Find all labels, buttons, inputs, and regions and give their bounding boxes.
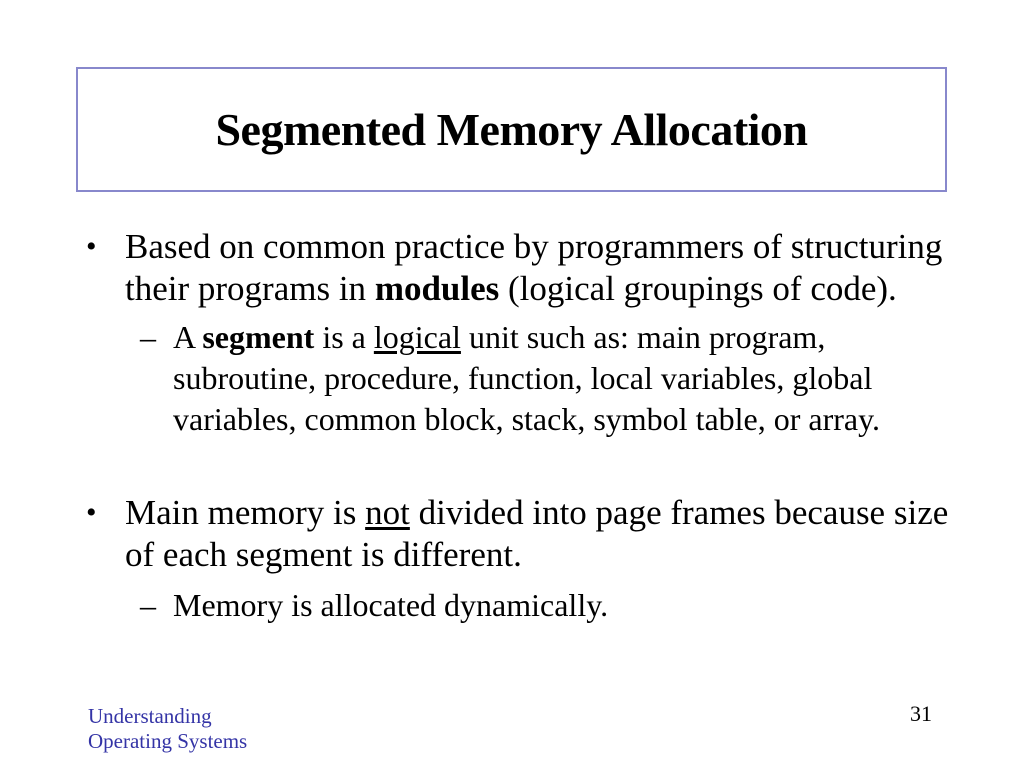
footer-course-line1: Understanding (88, 704, 212, 728)
bullet-text: Main memory is not divided into page frames because size of each segment is different. (125, 493, 949, 574)
bullet-text: Based on common practice by programmers of structuring their programs in modules (logical groupings of code). (125, 227, 943, 308)
bullet-marker: • (86, 230, 97, 263)
bullet-marker: – (140, 319, 156, 355)
bullet-item (86, 492, 966, 576)
bullet-item (140, 317, 942, 440)
bullet-text: A segment is a logical unit such as: main program, subroutine, procedure, function, local variables, global variables, common block, stack, symbol table, or array. (173, 319, 881, 437)
bullet-list (0, 226, 1024, 626)
bullet-text: Memory is allocated dynamically. (173, 587, 609, 623)
footer-course-line2: Operating Systems (88, 729, 248, 753)
bullet-marker: – (140, 587, 156, 623)
slide-title: Segmented Memory Allocation (215, 104, 808, 155)
bullet-item (140, 585, 942, 626)
title-box (76, 67, 947, 192)
bullet-marker: • (86, 496, 97, 529)
footer-course-name (88, 704, 247, 754)
page-number: 31 (910, 701, 932, 726)
bullet-item (86, 226, 966, 310)
